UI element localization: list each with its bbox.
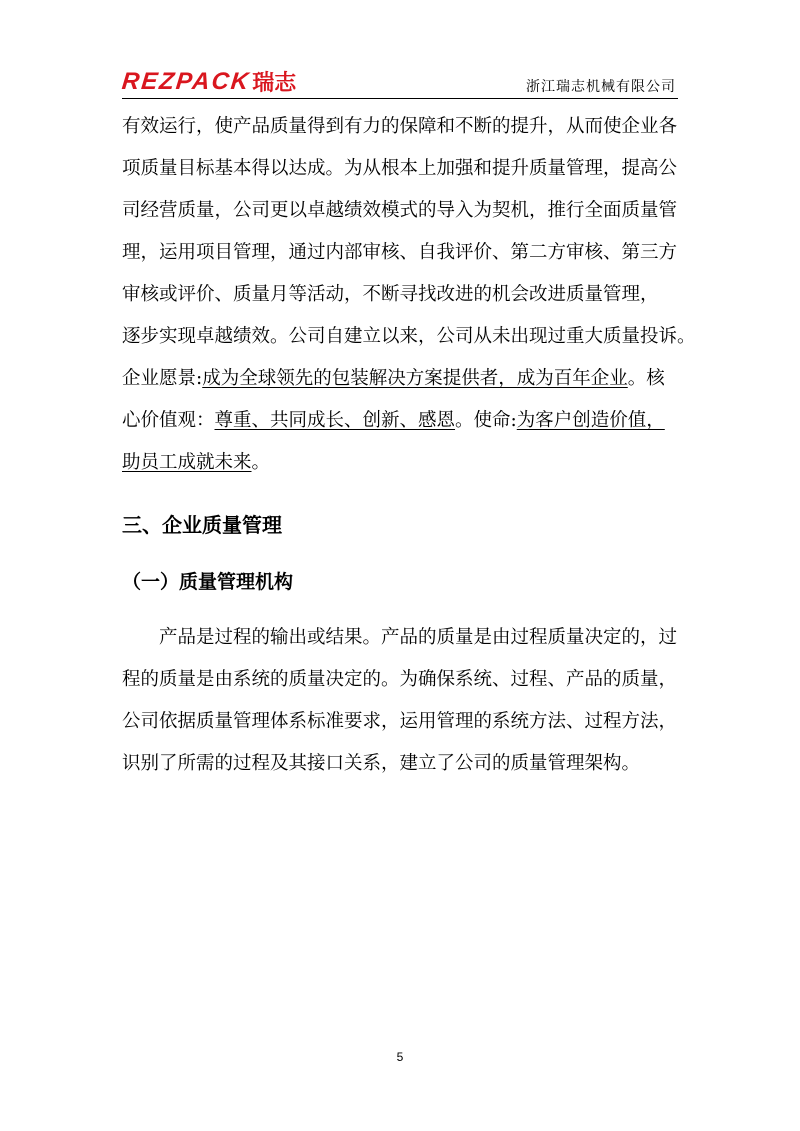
body-line: 有效运行，使产品质量得到有力的保障和不断的提升，从而使企业各: [122, 116, 678, 137]
mission-text: 为客户创造价值，: [516, 410, 665, 431]
body-line: 逐步实现卓越绩效。公司自建立以来，公司从未出现过重大质量投诉。: [122, 326, 696, 347]
logo-text-cn: 瑞志: [252, 71, 297, 96]
vision-label: 企业愿景:: [122, 368, 203, 389]
company-logo: [122, 66, 296, 97]
mission-end: 。: [251, 452, 271, 473]
values-label: 心价值观：: [122, 410, 215, 431]
body-line: 项质量目标基本得以达成。为从根本上加强和提升质量管理，提高公: [122, 158, 678, 179]
values-line: [122, 409, 665, 433]
vision-line: [122, 367, 665, 391]
page-header: [122, 60, 678, 99]
page-number: 5: [396, 1050, 404, 1064]
company-name: 浙江瑞志机械有限公司: [526, 79, 676, 95]
body-line: 司经营质量，公司更以卓越绩效模式的导入为契机，推行全面质量管: [122, 200, 678, 221]
paragraph-line: 公司依据质量管理体系标准要求，运用管理的系统方法、过程方法，: [122, 711, 678, 732]
body-line: 理，运用项目管理，通过内部审核、自我评价、第二方审核、第三方: [122, 242, 678, 263]
paragraph-line: 程的质量是由系统的质量决定的。为确保系统、过程、产品的质量，: [122, 669, 678, 690]
paragraph-line: 识别了所需的过程及其接口关系，建立了公司的质量管理架构。: [122, 753, 641, 774]
mission-line: [122, 451, 270, 475]
mission-label: 。使命:: [455, 410, 517, 431]
vision-text: 成为全球领先的包装解决方案提供者，成为百年企业: [202, 368, 628, 389]
vision-end: 。核: [627, 368, 665, 389]
subsection-heading: （一）质量管理机构: [122, 571, 294, 593]
section-heading: 三、企业质量管理: [122, 513, 282, 537]
mission-text-continued: 助员工成就未来: [122, 452, 252, 473]
logo-text-en: REZPACK: [120, 67, 252, 95]
body-line: 审核或评价、质量月等活动，不断寻找改进的机会改进质量管理，: [122, 284, 659, 305]
paragraph-line: 产品是过程的输出或结果。产品的质量是由过程质量决定的，过: [122, 627, 678, 648]
values-text: 尊重、共同成长、创新、感恩: [214, 410, 456, 431]
